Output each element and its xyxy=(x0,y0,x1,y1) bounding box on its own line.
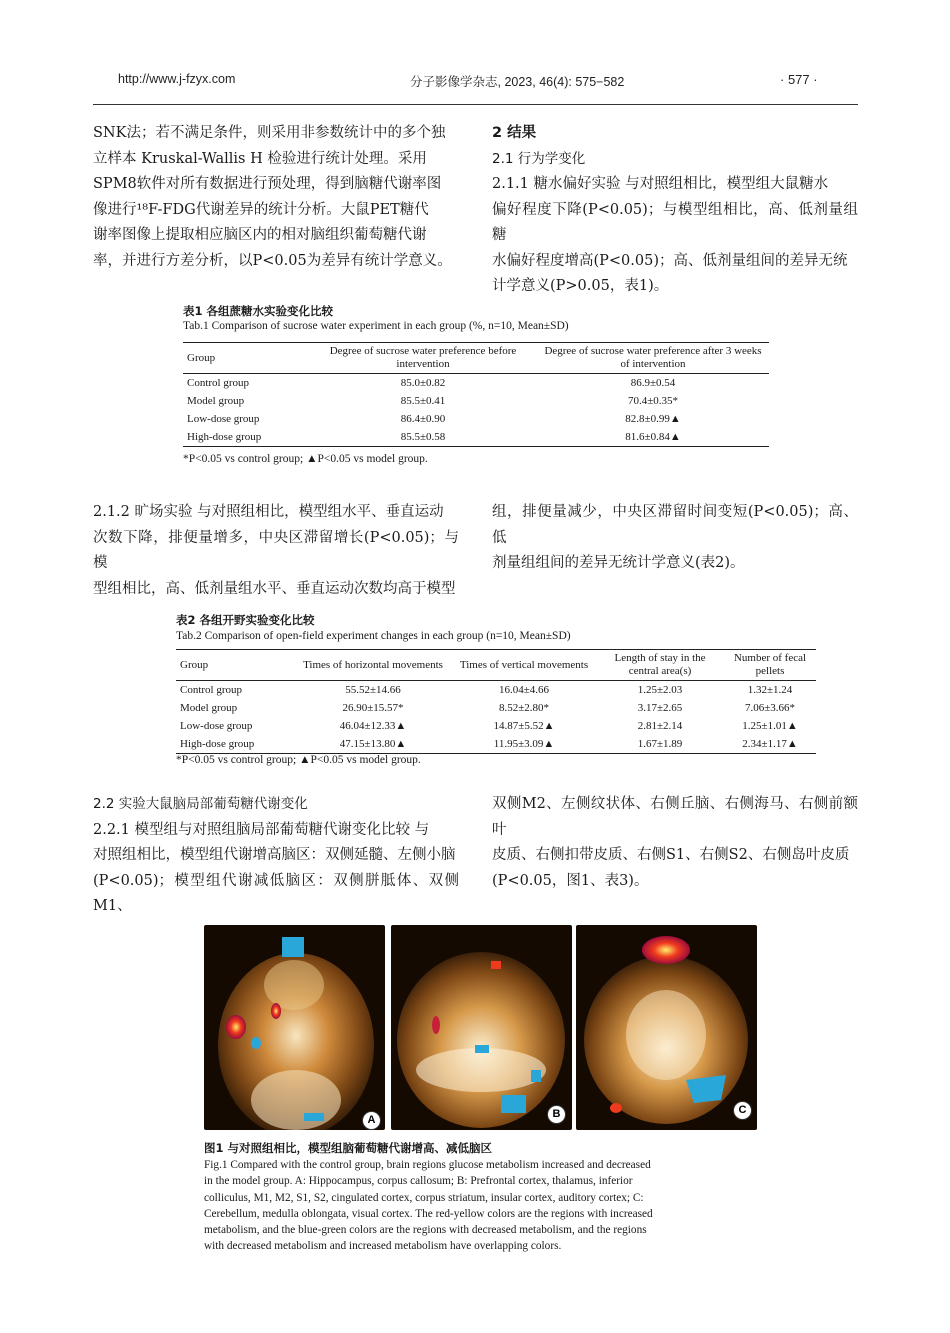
column-header: Number of fecal pellets xyxy=(733,652,807,677)
column-header: Group xyxy=(187,351,216,364)
table-cell: Low-dose group xyxy=(180,719,253,732)
table-cell: Control group xyxy=(180,683,243,696)
page-number: · 577 · xyxy=(780,72,818,87)
table-cell: Model group xyxy=(180,701,238,714)
text-line: 次数下降，排便量增多，中央区滞留增长(P<0.05)；与模 xyxy=(93,529,459,571)
table-cell: 1.25±1.01▲ xyxy=(742,719,798,732)
results-section xyxy=(492,121,858,300)
text-line: (P<0.05)；模型组代谢减低脑区：双侧胼胝体、双侧M1、 xyxy=(93,872,459,914)
section-22-right xyxy=(492,792,858,894)
text-line: 计学意义(P>0.05，表1)。 xyxy=(492,278,669,294)
table-cell: 85.0±0.82 xyxy=(400,376,446,389)
table-cell: 86.9±0.54 xyxy=(630,376,676,389)
text-line: 双侧M2、左侧纹状体、右侧丘脑、右侧海马、右侧前额叶 xyxy=(492,796,858,838)
text-line: 谢率图像上提取相应脑区内的相对脑组织葡萄糖代谢 xyxy=(93,227,427,243)
table-row xyxy=(183,428,769,447)
table-cell: 8.52±2.80* xyxy=(498,701,550,714)
section-212-right xyxy=(492,500,858,577)
figure1-caption-en xyxy=(204,1157,758,1255)
table-cell: 46.04±12.33▲ xyxy=(339,719,407,732)
caption-line: colliculus, M1, M2, S1, S2, cingulated cortex, corpus striatum, insular cortex, auditory cortex; C: xyxy=(204,1191,644,1204)
table-cell: 86.4±0.90 xyxy=(400,412,446,425)
table-row xyxy=(183,374,769,393)
table-row xyxy=(183,392,769,410)
table-cell: Low-dose group xyxy=(187,412,260,425)
table-cell: 1.67±1.89 xyxy=(637,737,683,750)
section-212-left xyxy=(93,500,459,602)
table-cell: 3.17±2.65 xyxy=(637,701,683,714)
table-cell: 55.52±14.66 xyxy=(345,683,401,696)
table-row xyxy=(176,717,816,735)
column-header: Degree of sucrose water preference before intervention xyxy=(329,345,517,370)
subsection-heading: 2.2 实验大鼠脑局部葡萄糖代谢变化 xyxy=(93,796,308,812)
caption-line: metabolism, and the blue-green colors are the regions with decreased metabolism, and the regions xyxy=(204,1224,647,1237)
column-header: Degree of sucrose water preference after 3 weeks of intervention xyxy=(544,345,762,370)
table-header-row xyxy=(176,650,816,681)
text-line: 2.2.1 模型组与对照组脑局部葡萄糖代谢变化比较 与 xyxy=(93,821,430,838)
header-rule xyxy=(93,104,858,105)
table-row xyxy=(176,681,816,700)
column-header: Times of horizontal movements xyxy=(303,658,443,671)
table-header-row xyxy=(183,343,769,374)
text-line: 组，排便量减少，中央区滞留时间变短(P<0.05)；高、低 xyxy=(492,504,858,546)
figure1-panel-b xyxy=(391,925,572,1130)
table1-note: *P<0.05 vs control group; ▲P<0.05 vs model group. xyxy=(183,453,428,465)
table2-caption-cn: 表2 各组开野实验变化比较 xyxy=(176,613,315,627)
column-header: Group xyxy=(180,658,209,671)
text-line: 2.1.1 糖水偏好实验 与对照组相比，模型组大鼠糖水 xyxy=(492,176,829,192)
caption-line: Fig.1 Compared with the control group, brain regions glucose metabolism increased and decreased xyxy=(204,1159,651,1171)
text-line: 型组相比，高、低剂量组水平、垂直运动次数均高于模型 xyxy=(93,580,456,597)
text-line: (P<0.05，图1、表3)。 xyxy=(492,872,649,889)
table2 xyxy=(176,649,816,754)
table-cell: 85.5±0.58 xyxy=(400,430,446,443)
text-line: 2.1.2 旷场实验 与对照组相比，模型组水平、垂直运动 xyxy=(93,504,444,520)
table1 xyxy=(183,342,769,447)
column-header: Length of stay in the central area(s) xyxy=(614,652,706,677)
journal-citation: 分子影像学杂志, 2023, 46(4): 575−582 xyxy=(410,75,625,89)
table-cell: High-dose group xyxy=(187,430,262,443)
table2-caption-en: Tab.2 Comparison of open-field experiment changes in each group (n=10, Mean±SD) xyxy=(176,630,571,642)
table-cell: 7.06±3.66* xyxy=(744,701,796,714)
panel-label-b: B xyxy=(547,1105,566,1124)
table1-caption-en: Tab.1 Comparison of sucrose water experiment in each group (%, n=10, Mean±SD) xyxy=(183,320,569,332)
brain-scan-b xyxy=(391,925,572,1130)
column-header: Times of vertical movements xyxy=(459,658,589,671)
table-cell: High-dose group xyxy=(180,737,255,750)
text-line: 皮质、右侧扣带皮质、右侧S1、右侧S2、右侧岛叶皮质 xyxy=(492,847,850,863)
table-cell: 2.81±2.14 xyxy=(637,719,683,732)
table-cell: 81.6±0.84▲ xyxy=(625,430,681,443)
table-cell: 1.32±1.24 xyxy=(747,683,793,696)
brain-scan-a xyxy=(204,925,385,1130)
caption-line: in the model group. A: Hippocampus, corpus callosum; B: Prefrontal cortex, thalamus, inferior xyxy=(204,1175,633,1188)
figure1-caption-cn: 图1 与对照组相比，模型组脑葡萄糖代谢增高、减低脑区 xyxy=(204,1141,493,1155)
caption-line: with decreased metabolism and increased metabolism have overlapping colors. xyxy=(204,1240,562,1253)
text-line: 水偏好程度增高(P<0.05)；高、低剂量组间的差异无统 xyxy=(492,252,848,269)
methods-paragraph xyxy=(93,121,459,274)
table-cell: 70.4±0.35* xyxy=(627,394,679,407)
table-cell: 85.5±0.41 xyxy=(400,394,446,407)
table-cell: 47.15±13.80▲ xyxy=(339,737,407,750)
table2-note: *P<0.05 vs control group; ▲P<0.05 vs model group. xyxy=(176,754,421,766)
table-cell: Model group xyxy=(187,394,245,407)
text-line: 立样本 Kruskal-Wallis H 检验进行统计处理。采用 xyxy=(93,150,427,167)
text-line: 偏好程度下降(P<0.05)；与模型组相比，高、低剂量组糖 xyxy=(492,201,858,243)
table-cell: 16.04±4.66 xyxy=(498,683,550,696)
table-cell: 26.90±15.57* xyxy=(342,701,404,714)
text-line: 对照组相比，模型组代谢增高脑区：双侧延髓、左侧小脑 xyxy=(93,847,456,863)
table-cell: 11.95±3.09▲ xyxy=(493,737,555,750)
text-line: SPM8软件对所有数据进行预处理，得到脑糖代谢率图 xyxy=(93,176,442,192)
section-heading: 2 结果 xyxy=(492,125,537,141)
panel-label-a: A xyxy=(362,1111,381,1130)
table-cell: 1.25±2.03 xyxy=(637,683,683,696)
figure1-panel-a xyxy=(204,925,385,1130)
figure1-panel-c xyxy=(576,925,757,1130)
table-cell: 82.8±0.99▲ xyxy=(625,412,681,425)
panel-label-c: C xyxy=(733,1101,752,1120)
table-row xyxy=(176,735,816,754)
text-line: 率，并进行方差分析，以P<0.05为差异有统计学意义。 xyxy=(93,252,452,269)
text-line: 剂量组组间的差异无统计学意义(表2)。 xyxy=(492,555,745,571)
table-cell: 14.87±5.52▲ xyxy=(493,719,555,732)
journal-url[interactable]: http://www.j-fzyx.com xyxy=(118,72,236,86)
subsection-heading: 2.1 行为学变化 xyxy=(492,150,586,167)
text-line: 像进行¹⁸F-FDG代谢差异的统计分析。大鼠PET糖代 xyxy=(93,201,429,218)
table-row xyxy=(176,699,816,717)
table1-caption-cn: 表1 各组蔗糖水实验变化比较 xyxy=(183,304,334,318)
table-cell: Control group xyxy=(187,376,250,389)
table-cell: 2.34±1.17▲ xyxy=(742,737,798,750)
text-line: SNK法；若不满足条件，则采用非参数统计中的多个独 xyxy=(93,125,446,141)
brain-scan-c xyxy=(576,925,757,1130)
table-row xyxy=(183,410,769,428)
section-22-left xyxy=(93,792,459,920)
caption-line: Cerebellum, medulla oblongata, visual cortex. The red-yellow colors are the regions with increased xyxy=(204,1207,653,1220)
